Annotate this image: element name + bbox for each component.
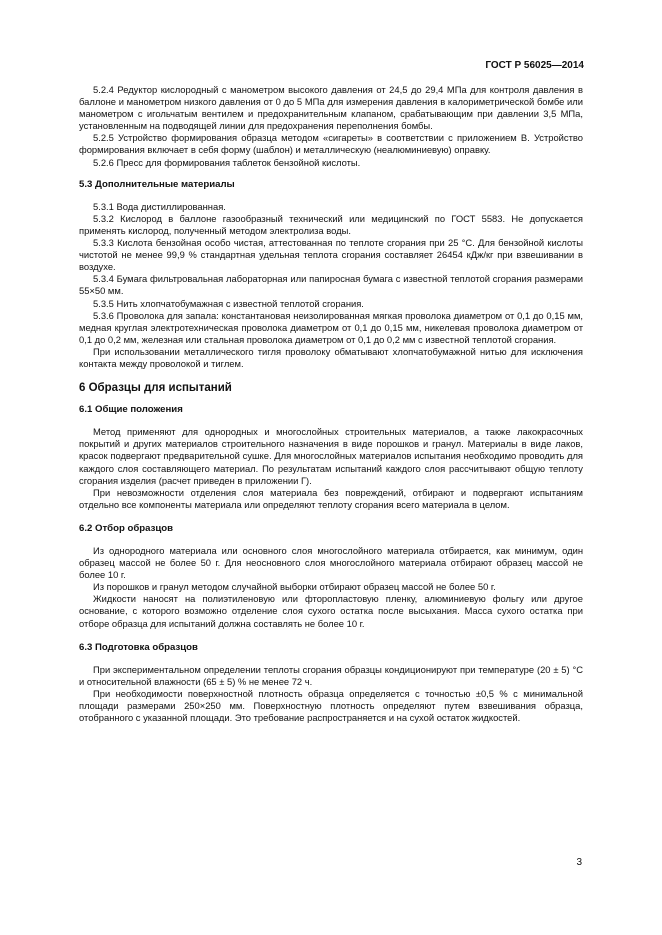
paragraph: 5.2.4 Редуктор кислородный с манометром высокого давления от 24,5 до 29,4 МПа для контроля давления в баллоне и манометром низкого давления от 0 до 5 МПа для измерения давления в калориметрической бомбе или манометром с игольчатым вентилем и предохранительным клапаном, срабатывающим при давлении 3,5 МПа, установленным на подводящей линии для предохранения переполнения бомбы. — [79, 84, 583, 132]
section-heading: 6 Образцы для испытаний — [79, 382, 232, 395]
paragraph: Жидкости наносят на полиэтиленовую или фторопластовую пленку, алюминиевую фольгу или другое основание, с которого возможно отделение слоя сухого остатка после высыхания. Масса сухого остатка при отборе образца для испытаний должна составлять не более 10 г. — [79, 593, 583, 629]
paragraph: 5.2.6 Пресс для формирования таблеток бензойной кислоты. — [93, 156, 361, 168]
paragraph: 5.3.3 Кислота бензойная особо чистая, аттестованная по теплоте сгорания при 25 °С. Для бензойной кислоты чистотой не менее 99,9 % стандартная удельная теплота сгорания составляет 26454 кДж/кг при взвешивании в воздухе. — [79, 237, 583, 273]
paragraph: При необходимости поверхностной плотность образца определяется с точностью ±0,5 % с минимальной площади размерами 250×250 мм. Поверхностную плотность определяют путем взвешивания образца, отобранного с указанной площади. Это требование распространяется и на сухой остаток жидкостей. — [79, 687, 583, 724]
subsection-heading: 6.1 Общие положения — [79, 404, 183, 416]
subsection-heading: 5.3 Дополнительные материалы — [79, 178, 235, 190]
paragraph: При экспериментальном определении теплоты сгорания образцы кондиционируют при температуре (20 ± 5) °С и относительной влажности (65 ± 5) % не менее 72 ч. — [79, 663, 583, 687]
paragraph: 5.2.5 Устройство формирования образца методом «сигареты» в соответствии с приложением В. Устройство формирования включает в себя форму (шаблон) и металлическую (неалюминиевую) оправку. — [79, 132, 583, 156]
subsection-heading: 6.3 Подготовка образцов — [79, 641, 198, 653]
paragraph: 5.3.1 Вода дистиллированная. — [93, 200, 226, 212]
paragraph: При использовании металлического тигля проволоку обматывают хлопчатобумажной нитью для исключения контакта между проволокой и тиглем. — [79, 345, 583, 369]
paragraph: 5.3.4 Бумага фильтровальная лабораторная или папиросная бумага с известной теплотой сгорания размерами 55×50 мм. — [79, 273, 583, 297]
page-body — [79, 84, 583, 724]
subsection-heading: 6.2 Отбор образцов — [79, 522, 173, 534]
paragraph: Из однородного материала или основного слоя многослойного материала отбирается, как минимум, один образец массой не более 50 г. Для неосновного слоя многослойного материала отбирают образец массой не более 10 г. — [79, 545, 583, 581]
page-number: 3 — [576, 857, 582, 868]
paragraph: 5.3.5 Нить хлопчатобумажная с известной теплотой сгорания. — [93, 297, 364, 309]
paragraph: Метод применяют для однородных и многослойных строительных материалов, а также лакокрасочных покрытий и других материалов строительного назначения в виде порошков и гранул. Материалы в виде лаков, красок подвергают предварительной сушке. Для многослойных материалов испытания необходимо проводить для каждого слоя составляющего материал. По результатам испытаний каждого слоя рассчитывают общую теплоту сгорания изделия (расчет приведен в приложении Г). — [79, 426, 583, 486]
paragraph: 5.3.2 Кислород в баллоне газообразный технический или медицинский по ГОСТ 5583. Не допускается применять кислород, полученный методом электролиза воды. — [79, 212, 583, 236]
paragraph: При невозможности отделения слоя материала без повреждений, отбирают и подвергают испытаниям отдельно все компоненты материала или определяют теплоту сгорания всего материала в целом. — [79, 486, 583, 510]
paragraph: Из порошков и гранул методом случайной выборки отбирают образец массой не более 50 г. — [93, 581, 496, 593]
document-header: ГОСТ Р 56025—2014 — [485, 60, 584, 71]
paragraph: 5.3.6 Проволока для запала: константановая неизолированная мягкая проволока диаметром от 0,1 до 0,15 мм, медная круглая электротехническая проволока диаметром от 0,1 до 0,15 мм, никелевая проволока диаметром от 0,1 до 0,2 мм, железная или стальная проволока диаметром от 0,1 до 0,2 мм с известной теплотой сгорания. — [79, 309, 583, 345]
